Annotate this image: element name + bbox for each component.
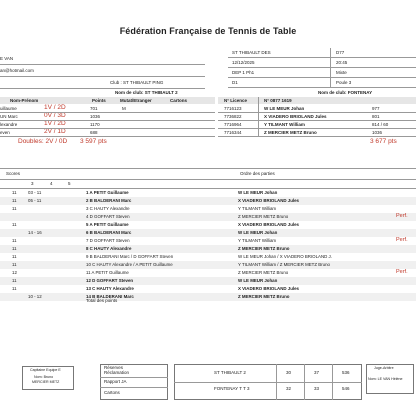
divider [228, 87, 416, 88]
perf-note: Perf. [396, 213, 408, 219]
captain-label: Capitaine Equipe E [30, 368, 61, 372]
divider [0, 76, 205, 77]
cards-label: Cartons [104, 390, 120, 395]
match-row [0, 277, 416, 285]
away-player: W LE MEUR Johan [238, 190, 278, 195]
set-score: 05 - 11 [28, 198, 42, 203]
set-score: 11 [12, 254, 17, 259]
match-row [0, 293, 416, 301]
player-score: 1V / 2D [44, 104, 66, 111]
divider [218, 120, 416, 121]
home-player: 13 C HAUTY Alexandre [86, 286, 134, 291]
divider [218, 112, 416, 113]
away-player: W LE MEUR Johan / X VIADERO BRIOLAND J. [238, 254, 332, 259]
away-player: X VIADERO BRIOLAND Jules [238, 286, 299, 291]
page-title: Fédération Française de Tennis de Table [119, 26, 297, 36]
home-player: 7 D GOFFART Steven [86, 238, 130, 243]
complaint-label: Réclamation [104, 370, 130, 375]
team-left-name: Nom de club: ST THIBAULT 2 [115, 90, 178, 95]
team-left-total: 3 597 pts [80, 138, 107, 145]
home-player: 1 A PETIT Guillaume [86, 190, 129, 195]
divider [0, 179, 416, 180]
summary-value: 546 [342, 386, 350, 391]
divider [276, 364, 277, 400]
divider [228, 57, 416, 58]
player-name: Z MERCIER METZ Bruno [264, 130, 317, 135]
divider [0, 88, 205, 89]
player-score: 0V / 3D [44, 112, 66, 119]
summary-value: 33 [314, 386, 320, 391]
license-number: 7716964 [224, 122, 242, 127]
player-points: 688 [90, 130, 98, 135]
division: D1 [232, 80, 238, 85]
captain-signer-2: MERCIER METZ [32, 380, 60, 384]
poule: Poule 3 [336, 80, 352, 85]
team-right-name: Nom de club: FONTENAY [318, 90, 373, 95]
summary-team: FONTENAY T T 3 [214, 386, 250, 391]
match-row [0, 269, 416, 277]
referee-name: Nom: LE VAN Hélène [368, 377, 403, 381]
away-player: Y TILMANT William [238, 206, 277, 211]
divider [228, 77, 416, 78]
col-header: Points [92, 98, 106, 103]
summary-value: 37 [314, 370, 320, 375]
home-player: 2 B BALDERANI Marc [86, 198, 132, 203]
player-points: 801 [372, 114, 380, 119]
set-score: 11 [12, 262, 17, 267]
scores-label: Scores [6, 171, 21, 176]
set-score: 11 [12, 198, 17, 203]
captain-email: an@hotmail.com [0, 68, 34, 73]
license-number: 7716123 [224, 106, 242, 111]
doubles-score: Doubles: 2V / 0D [18, 138, 68, 145]
divider [330, 48, 331, 88]
summary-value: 30 [286, 370, 292, 375]
set-score: 12 [12, 270, 17, 275]
divider [100, 387, 168, 388]
set-col-header: 3 [31, 181, 34, 186]
ja-report-label: Rapport JA [104, 379, 127, 384]
set-score: 11 [12, 246, 17, 251]
divider [218, 136, 416, 137]
away-player: W LE MEUR Johan [238, 230, 278, 235]
home-player: 9 B BALDERANI Marc / D GOFFART Steven [86, 254, 174, 259]
home-player: 3 C HAUTY Alexandre [86, 206, 130, 211]
set-score: 11 [12, 190, 17, 195]
match-row [0, 237, 416, 245]
player-name: W LE MEUR Johan [264, 106, 305, 111]
header-bar [218, 97, 416, 104]
club-label: Club : ST THIBAULT PING [110, 80, 164, 85]
away-player: Y TILMANT William [238, 238, 277, 243]
home-player: 10 C HAUTY Alexandre / A PETIT Guillaume [86, 262, 173, 267]
player-name: X VIADERO BRIOLAND Jules [264, 114, 327, 119]
perf-note: Perf. [396, 269, 408, 275]
player-points: 701 [90, 106, 98, 111]
col-header: N° 0877 1619 [264, 98, 292, 103]
order-label: Ordre des parties [240, 171, 275, 176]
divider [0, 120, 215, 121]
home-player: 14 B BALDERANI Marc [86, 294, 134, 299]
away-player: Z MERCIER METZ Bruno [238, 214, 289, 219]
divider [100, 377, 168, 378]
divider [0, 112, 215, 113]
set-score: 10 - 12 [28, 294, 42, 299]
home-player: 6 B BALDERANI Marc [86, 230, 132, 235]
home-player: 12 D GOFFART Steven [86, 278, 134, 283]
match-row [0, 253, 416, 261]
divider [0, 64, 205, 65]
match-row [0, 205, 416, 213]
license-number: 7716344 [224, 130, 242, 135]
divider [174, 382, 362, 383]
match-row [0, 285, 416, 293]
match-row [0, 197, 416, 205]
player-score: 2V / 1D [44, 128, 66, 135]
match-row [0, 221, 416, 229]
away-player: Z MERCIER METZ Bruno [238, 270, 289, 275]
set-score: 11 [12, 206, 17, 211]
player-name: even [0, 130, 10, 135]
divider [0, 168, 416, 169]
set-score: 11 [12, 238, 17, 243]
venue: ST THIBAULT DES [232, 50, 271, 55]
match-row [0, 245, 416, 253]
team-right-total: 3 677 pts [370, 138, 397, 145]
match-row [0, 261, 416, 269]
home-player: 5 A PETIT Guillaume [86, 222, 129, 227]
away-player: Z MERCIER METZ Bruno [238, 246, 290, 251]
match-date: 12/12/2025 [232, 60, 255, 65]
col-header: N° Licence [224, 98, 248, 103]
category: Mixte [336, 70, 347, 75]
set-col-header: 5 [68, 181, 71, 186]
player-score: 1V / 2D [44, 120, 66, 127]
captain-signer: Nom: Bruno [34, 375, 54, 379]
phase: DEP 1 Ph1 [232, 70, 255, 75]
divider [218, 128, 416, 129]
col-header: Cartons [170, 98, 188, 103]
home-player: 11 A PETIT Guillaume [86, 270, 129, 275]
col-header: Mutat/Etranger [120, 98, 152, 103]
player-points: 1036 [372, 130, 383, 135]
set-score: 03 - 11 [28, 190, 42, 195]
match-row [0, 213, 416, 221]
player-name: Y TILMANT William [264, 122, 305, 127]
divider [332, 364, 333, 400]
player-name: uillaume [0, 106, 17, 111]
match-time: 20:45 [336, 60, 348, 65]
away-player: W LE MEUR Johan [238, 278, 278, 283]
division-code: D77 [336, 50, 345, 55]
summary-value: 536 [342, 370, 350, 375]
player-name: lexandre [0, 122, 18, 127]
player-points: 977 [372, 106, 380, 111]
set-col-header: 4 [50, 181, 53, 186]
divider [258, 97, 259, 137]
set-score: 11 [12, 286, 17, 291]
summary-value: 32 [286, 386, 292, 391]
away-player: Y TILMANT William / Z MERCIER METZ Bruno [238, 262, 330, 267]
set-score: 11 [12, 222, 17, 227]
away-player: X VIADERO BRIOLAND Jules [238, 198, 299, 203]
divider [304, 364, 305, 400]
home-player: 8 C HAUTY Alexandre [86, 246, 132, 251]
col-header: Nom-Prénom [10, 98, 39, 103]
match-row [0, 189, 416, 197]
perf-note: Perf. [396, 237, 408, 243]
away-player: Z MERCIER METZ Bruno [238, 294, 290, 299]
home-player: 4 D GOFFART Steven [86, 214, 130, 219]
summary-team: ST THIBAULT 2 [214, 370, 246, 375]
divider [0, 128, 215, 129]
license-number: 7736822 [224, 114, 242, 119]
total-points-label: Total des points [86, 298, 118, 303]
player-mutation: M [122, 106, 126, 111]
player-points: 814 / 60 [372, 122, 389, 127]
player-points: 1036 [90, 114, 101, 119]
match-row [0, 229, 416, 237]
referee-label: Juge-Arbitre [374, 366, 394, 370]
set-score: 11 [12, 278, 17, 283]
captain-name: E VAN [0, 56, 14, 61]
reserves-label: Réserves [104, 365, 124, 370]
divider [0, 136, 215, 137]
player-name: UN Marc [0, 114, 18, 119]
divider [228, 67, 416, 68]
player-points: 1170 [90, 122, 100, 127]
set-score: 14 - 16 [28, 230, 42, 235]
away-player: X VIADERO BRIOLAND Jules [238, 222, 299, 227]
